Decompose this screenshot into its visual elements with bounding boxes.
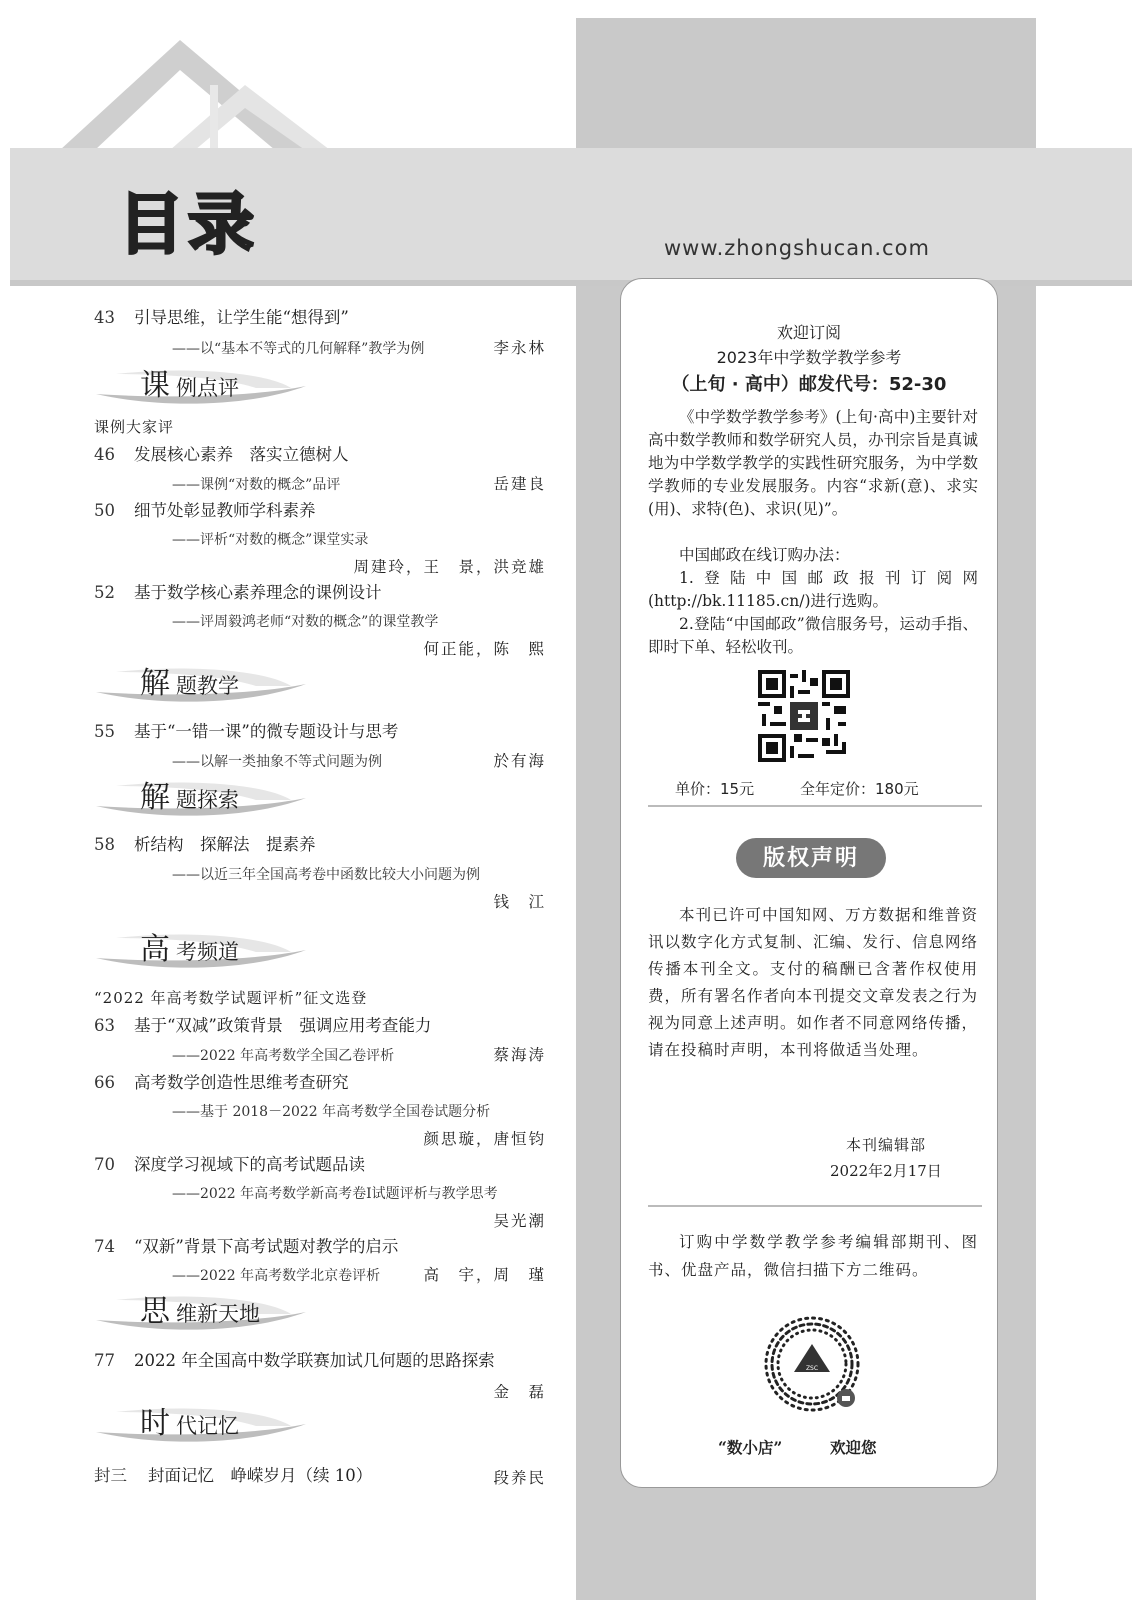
annual-price: 全年定价：180元 xyxy=(800,780,919,798)
page-number: 50 xyxy=(94,501,115,520)
group-label: 课例大家评 xyxy=(94,418,175,436)
journal-year-line: 2023年中学数学教学参考 xyxy=(716,348,902,367)
article-author: 颜思璇，唐恒钧 xyxy=(423,1130,546,1148)
page-number: 70 xyxy=(94,1155,115,1174)
toc-entry-66[interactable] xyxy=(94,1073,546,1093)
toc-entry-77[interactable] xyxy=(94,1351,546,1371)
section-title-rest: 题教学 xyxy=(176,674,239,698)
article-subtitle: ——2022 年高考数学全国乙卷评析 xyxy=(172,1048,395,1064)
toc-entry-43[interactable] xyxy=(94,308,546,328)
article-author: 蔡海涛 xyxy=(493,1046,546,1064)
article-title: 引导思维，让学生能“想得到” xyxy=(134,308,349,327)
page-title: 目录 xyxy=(118,186,258,263)
order-method-1[interactable]: 1.登陆中国邮政报刊订阅网(http://bk.11185.cn/)进行选购。 xyxy=(648,569,978,610)
article-subtitle: ——基于 2018－2022 年高考数学全国卷试题分析 xyxy=(172,1104,491,1120)
section-title-initial: 解 xyxy=(140,666,170,701)
section-title-initial: 高 xyxy=(140,932,170,967)
section-title-rest: 考频道 xyxy=(176,940,239,964)
page-number: 66 xyxy=(94,1073,115,1092)
toc-entry-50[interactable] xyxy=(94,501,546,521)
article-author: 何正能，陈 熙 xyxy=(423,640,546,658)
article-title: 高考数学创造性思维考查研究 xyxy=(134,1073,349,1092)
article-title: 基于数学核心素养理念的课例设计 xyxy=(134,583,382,602)
article-author: 钱 江 xyxy=(493,893,546,911)
page-number: 43 xyxy=(94,308,115,327)
order-instructions: 订购中学数学教学参考编辑部期刊、图书、优盘产品，微信扫描下方二维码。 xyxy=(648,1233,978,1279)
section-banner-jietitansuo xyxy=(96,776,306,820)
page-number: 55 xyxy=(94,722,115,741)
section-title-initial: 思 xyxy=(140,1294,170,1329)
shop-name: “数小店” xyxy=(718,1438,783,1457)
copyright-badge: 版权声明 xyxy=(736,838,886,878)
article-subtitle: ——以近三年全国高考卷中函数比较大小问题为例 xyxy=(172,867,480,883)
section-banner-shidai xyxy=(96,1402,306,1446)
article-author: 段养民 xyxy=(493,1469,546,1487)
article-author: 金 磊 xyxy=(493,1383,546,1401)
page-number: 58 xyxy=(94,835,115,854)
article-author: 周建玲，王 景，洪竞雄 xyxy=(353,558,546,576)
unit-price: 单价：15元 xyxy=(675,780,755,798)
page-number: 46 xyxy=(94,445,115,464)
toc-entry-55[interactable] xyxy=(94,722,546,742)
section-title-rest: 题探索 xyxy=(176,788,239,812)
section-banner-siwei xyxy=(96,1290,306,1334)
group-label: “2022 年高考数学试题评析”征文选登 xyxy=(94,989,368,1007)
article-subtitle: ——2022 年高考数学新高考卷Ⅰ试题评析与教学思考 xyxy=(172,1186,498,1202)
postal-code-line: （上旬 · 高中）邮发代号：52-30 xyxy=(671,374,947,395)
section-title-initial: 解 xyxy=(140,780,170,815)
article-subtitle: ——评周毅鸿老师“对数的概念”的课堂教学 xyxy=(172,614,439,630)
toc-entry-70[interactable] xyxy=(94,1155,546,1175)
article-subtitle: ——以“基本不等式的几何解释”教学为例 xyxy=(172,341,425,357)
section-title-rest: 维新天地 xyxy=(176,1302,260,1326)
article-title: 发展核心素养 落实立德树人 xyxy=(134,445,349,464)
shop-welcome: 欢迎您 xyxy=(830,1438,877,1457)
article-author: 岳建良 xyxy=(493,475,546,493)
section-title-rest: 例点评 xyxy=(176,376,239,400)
article-title: 封面记忆 峥嵘岁月（续 10） xyxy=(148,1466,373,1485)
article-subtitle: ——以解一类抽象不等式问题为例 xyxy=(172,754,382,770)
section-title-initial: 课 xyxy=(140,368,170,403)
journal-intro: 《中学数学教学参考》(上旬·高中)主要针对高中数学教师和数学研究人员，办刊宗旨是真诚地为中学数学教学的实践性研究服务，为中学数学教师的专业发展服务。内容“求新(意)、求实(用)、求特(色)、求识(见)”。 xyxy=(648,408,978,518)
article-title: 基于“一错一课”的微专题设计与思考 xyxy=(134,722,399,741)
page-number: 52 xyxy=(94,583,115,602)
divider xyxy=(648,805,982,807)
online-order-title: 中国邮政在线订购办法： xyxy=(679,546,850,564)
article-title: 深度学习视域下的高考试题品读 xyxy=(134,1155,365,1174)
statement-date: 2022年2月17日 xyxy=(830,1162,942,1180)
svg-text:ZSC: ZSC xyxy=(805,1365,819,1372)
website-url[interactable]: www.zhongshucan.com xyxy=(664,236,930,260)
page-number: 77 xyxy=(94,1351,115,1370)
page-number: 封三 xyxy=(94,1466,127,1485)
article-subtitle: ——课例“对数的概念”品评 xyxy=(172,477,341,493)
copyright-body: 本刊已许可中国知网、万方数据和维普资讯以数字化方式复制、汇编、发行、信息网络传播本刊全文。支付的稿酬已含著作权使用费，所有署名作者向本刊提交文章发表之行为视为同意上述声明。如作者不同意网络传播，请在投稿时声明，本刊将做适当处理。 xyxy=(648,906,979,1059)
section-banner-keli xyxy=(96,364,306,408)
article-author: 高 宇，周 瑾 xyxy=(423,1266,546,1284)
editorial-signature: 本刊编辑部 xyxy=(846,1136,927,1154)
wechat-mini-program-code-icon[interactable] xyxy=(762,1314,862,1414)
divider xyxy=(648,1205,982,1207)
section-banner-jietijiaoxue xyxy=(96,662,306,706)
article-subtitle: ——评析“对数的概念”课堂实录 xyxy=(172,532,369,548)
welcome-subscribe: 欢迎订阅 xyxy=(776,323,841,342)
page-number: 63 xyxy=(94,1016,115,1035)
article-author: 吴光潮 xyxy=(493,1212,546,1230)
article-title: “双新”背景下高考试题对教学的启示 xyxy=(134,1237,399,1256)
article-title: 2022 年全国高中数学联赛加试几何题的思路探索 xyxy=(134,1351,495,1370)
toc-entry-74[interactable] xyxy=(94,1237,546,1257)
article-title: 析结构 探解法 提素养 xyxy=(134,835,316,854)
toc-entry-52[interactable] xyxy=(94,583,546,603)
section-banner-gaokao xyxy=(96,928,306,972)
article-title: 细节处彰显教师学科素养 xyxy=(134,501,316,520)
toc-entry-46[interactable] xyxy=(94,445,546,465)
toc-entry-feng3[interactable] xyxy=(94,1466,546,1486)
postal-qr-code-icon[interactable] xyxy=(758,670,850,762)
section-title-initial: 时 xyxy=(140,1406,170,1441)
page-number: 74 xyxy=(94,1237,115,1256)
toc-entry-58[interactable] xyxy=(94,835,546,855)
toc-entry-63[interactable] xyxy=(94,1016,546,1036)
article-title: 基于“双减”政策背景 强调应用考查能力 xyxy=(134,1016,432,1035)
article-author: 於有海 xyxy=(493,752,546,770)
order-method-2: 2.登陆“中国邮政”微信服务号，运动手指、即时下单、轻松收刊。 xyxy=(648,615,978,656)
article-author: 李永林 xyxy=(493,339,546,357)
roof-truss-graphic xyxy=(60,30,330,150)
section-title-rest: 代记忆 xyxy=(176,1414,239,1438)
article-subtitle: ——2022 年高考数学北京卷评析 xyxy=(172,1268,381,1284)
